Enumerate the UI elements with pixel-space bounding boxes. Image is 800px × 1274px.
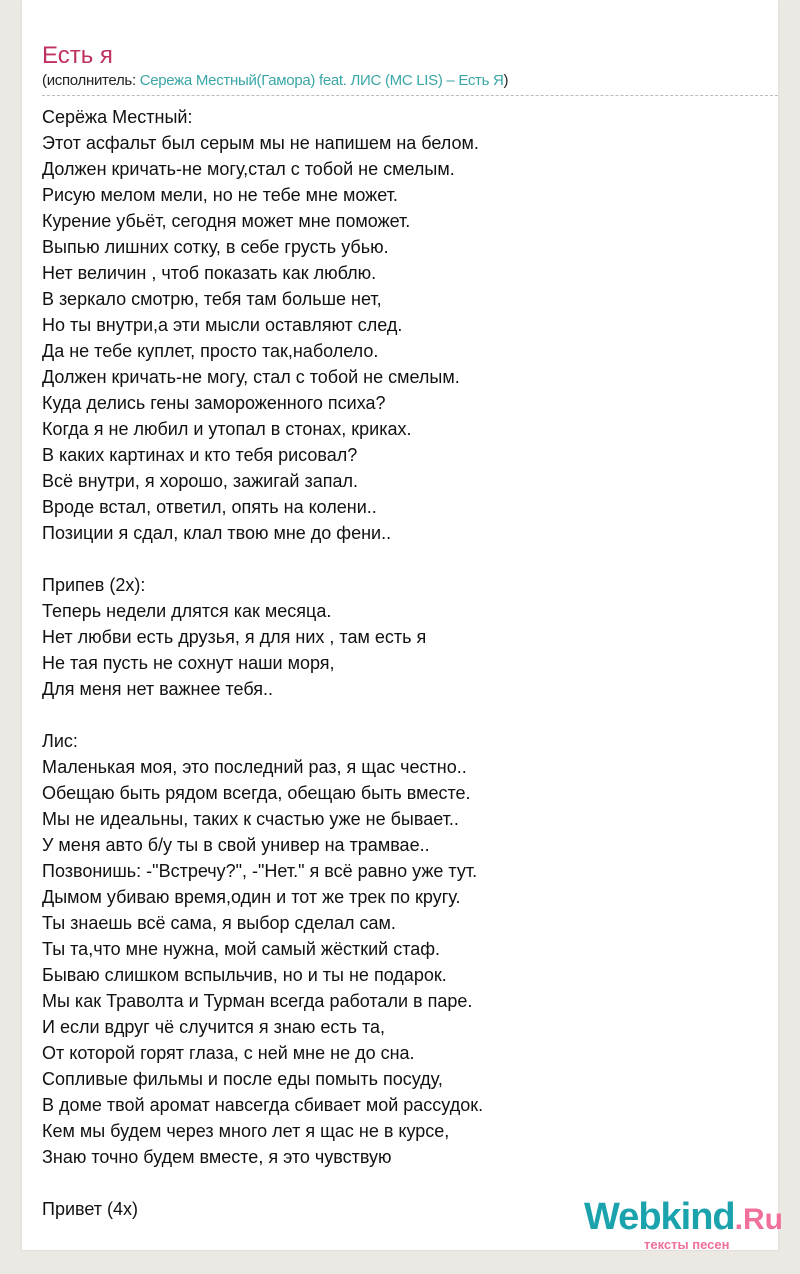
lyric-line: В зеркало смотрю, тебя там больше нет,: [42, 289, 382, 309]
lyric-line: [42, 702, 483, 728]
divider: [42, 95, 778, 96]
lyric-line: Обещаю быть рядом всегда, обещаю быть вместе.: [42, 783, 471, 803]
lyric-line: Рисую мелом мели, но не тебе мне может.: [42, 185, 398, 205]
lyric-line: Всё внутри, я хорошо, зажигай запал.: [42, 471, 358, 491]
lyric-line: Нет любви есть друзья, я для них , там есть я: [42, 627, 427, 647]
lyric-line: Привет (4x): [42, 1199, 139, 1219]
lyric-line: И если вдруг чё случится я знаю есть та,: [42, 1017, 386, 1037]
lyric-line: Куда делись гены замороженного психа?: [42, 393, 386, 413]
song-title: Есть я: [42, 42, 113, 69]
lyric-line: Сопливые фильмы и после еды помыть посуду,: [42, 1069, 443, 1089]
lyric-line: Курение убьёт, сегодня может мне поможет.: [42, 211, 411, 231]
lyric-line: Не тая пусть не сохнут наши моря,: [42, 653, 335, 673]
lyric-line: Позиции я сдал, клал твою мне до фени..: [42, 523, 392, 543]
lyric-line: Дымом убиваю время,один и тот же трек по кругу.: [42, 887, 461, 907]
lyric-line: Бываю слишком вспыльчив, но и ты не подарок.: [42, 965, 447, 985]
lyrics-text: [42, 104, 483, 1222]
lyric-line: [42, 1170, 483, 1196]
lyric-line: В доме твой аромат навсегда сбивает мой рассудок.: [42, 1095, 484, 1115]
lyric-line: Когда я не любил и утопал в стонах, криках.: [42, 419, 412, 439]
lyric-line: Да не тебе куплет, просто так,наболело.: [42, 341, 379, 361]
lyric-line: Теперь недели длятся как месяца.: [42, 601, 332, 621]
lyric-line: Маленькая моя, это последний раз, я щас честно..: [42, 757, 467, 777]
artist-line: [42, 72, 508, 89]
logo-tagline: тексты песен: [644, 1237, 730, 1252]
lyric-line: От которой горят глаза, с ней мне не до сна.: [42, 1043, 415, 1063]
lyric-line: Кем мы будем через много лет я щас не в курсе,: [42, 1121, 450, 1141]
lyric-line: Для меня нет важнее тебя..: [42, 679, 274, 699]
lyric-line: У меня авто б/у ты в свой универ на трамвае..: [42, 835, 430, 855]
lyric-line: Нет величин , чтоб показать как люблю.: [42, 263, 377, 283]
lyric-line: Лис:: [42, 731, 78, 751]
lyric-line: Выпью лишних сотку, в себе грусть убью.: [42, 237, 389, 257]
lyric-line: Вроде встал, ответил, опять на колени..: [42, 497, 377, 517]
lyric-line: Ты знаешь всё сама, я выбор сделал сам.: [42, 913, 396, 933]
lyric-line: Знаю точно будем вместе, я это чувствую: [42, 1147, 392, 1167]
logo-main: Webkind: [584, 1196, 735, 1238]
lyric-line: Должен кричать-не могу,стал с тобой не смелым.: [42, 159, 455, 179]
lyric-line: Мы не идеальны, таких к счастью уже не бывает..: [42, 809, 459, 829]
lyric-line: Серёжа Местный:: [42, 107, 193, 127]
lyric-line: Но ты внутри,а эти мысли оставляют след.: [42, 315, 403, 335]
lyric-line: Позвонишь: -"Встречу?", -"Нет." я всё равно уже тут.: [42, 861, 478, 881]
content-panel: [22, 0, 778, 1250]
artist-suffix: ): [503, 72, 509, 89]
artist-link[interactable]: Сережа Местный(Гамора) feat. ЛИС (MC LIS) – Есть Я: [139, 72, 504, 89]
lyric-line: Ты та,что мне нужна, мой самый жёсткий стаф.: [42, 939, 441, 959]
lyric-line: Должен кричать-не могу, стал с тобой не смелым.: [42, 367, 460, 387]
lyric-line: Этот асфальт был серым мы не напишем на белом.: [42, 133, 479, 153]
logo-tld: .Ru: [734, 1203, 783, 1236]
webkind-logo[interactable]: [584, 1196, 784, 1256]
lyric-line: В каких картинах и кто тебя рисовал?: [42, 445, 358, 465]
artist-prefix: (исполнитель:: [42, 72, 140, 89]
lyric-line: [42, 546, 483, 572]
lyric-line: Припев (2x):: [42, 575, 146, 595]
logo-wordmark: [584, 1196, 783, 1238]
lyric-line: Мы как Траволта и Турман всегда работали в паре.: [42, 991, 473, 1011]
